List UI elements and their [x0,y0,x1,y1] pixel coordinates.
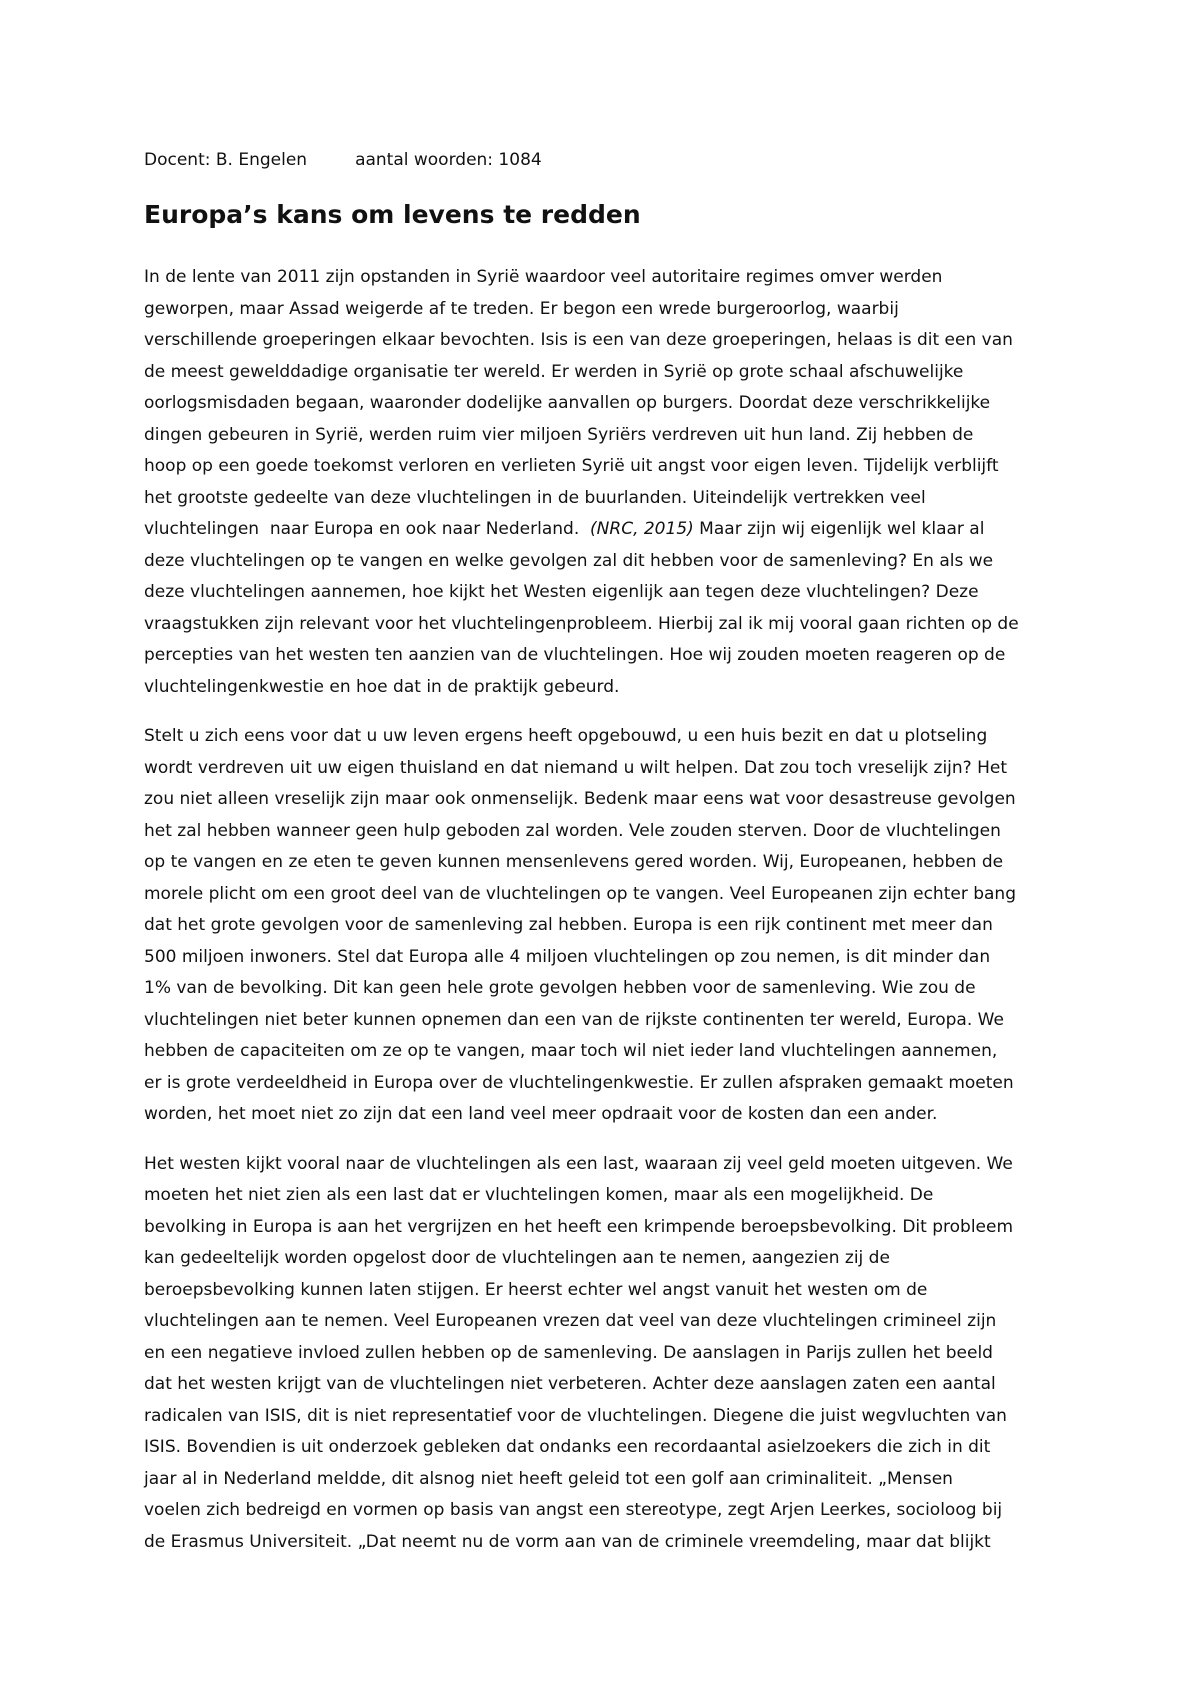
line-text-before-citation: vluchtelingen naar Europa en ook naar Nederland. [144,519,591,539]
text-line: jaar al in Nederland meldde, dit alsnog niet heeft geleid tot een golf aan criminaliteit. „Mensen [144,1468,953,1489]
text-line: deze vluchtelingen aannemen, hoe kijkt het Westen eigenlijk aan tegen deze vluchtelingen? Deze [144,582,979,602]
text-line: vraagstukken zijn relevant voor het vluchtelingenprobleem. Hierbij zal ik mij vooral gaan richten op de [144,613,1019,634]
text-line: Het westen kijkt vooral naar de vluchtelingen als een last, waaraan zij veel geld moeten uitgeven. We [144,1153,1013,1174]
text-line: oorlogsmisdaden begaan, waaronder dodelijke aanvallen op burgers. Doordat deze verschrikkelijke [144,393,991,413]
text-line: kan gedeeltelijk worden opgelost door de vluchtelingen aan te nemen, aangezien zij de [144,1248,890,1268]
text-line: geworpen, maar Assad weigerde af te treden. Er begon een wrede burgeroorlog, waarbij [144,298,899,319]
text-line: vluchtelingenkwestie en hoe dat in de praktijk gebeurd. [144,676,620,697]
word-count-label: aantal woorden: 1084 [355,150,542,170]
text-line: 500 miljoen inwoners. Stel dat Europa alle 4 miljoen vluchtelingen op zou nemen, is dit minder dan [144,946,991,967]
text-line: 1% van de bevolking. Dit kan geen hele grote gevolgen hebben voor de samenleving. Wie zou de [144,978,976,998]
text-line: deze vluchtelingen op te vangen en welke gevolgen zal dit hebben voor de samenleving? En als we [144,550,994,571]
text-line: hoop op een goede toekomst verloren en verlieten Syrië uit angst voor eigen leven. Tijdelijk verblijft [144,456,999,476]
text-line: dat het westen krijgt van de vluchtelingen niet verbeteren. Achter deze aanslagen zaten een aantal [144,1374,996,1394]
text-line: radicalen van ISIS, dit is niet representatief voor de vluchtelingen. Diegene die juist wegvluchten van [144,1405,1007,1426]
text-line: ISIS. Bovendien is uit onderzoek gebleken dat ondanks een recordaantal asielzoekers die zich in dit [144,1437,991,1457]
document-header [144,150,542,170]
text-line: hebben de capaciteiten om ze op te vangen, maar toch wil niet ieder land vluchtelingen aannemen, [144,1041,998,1061]
text-line: moeten het niet zien als een last dat er vluchtelingen komen, maar als een mogelijkheid. De [144,1185,934,1205]
document-title: Europa’s kans om levens te redden [144,200,641,229]
text-line: zou niet alleen vreselijk zijn maar ook onmenselijk. Bedenk maar eens wat voor desastreuse gevolgen [144,789,1016,809]
text-line: het zal hebben wanneer geen hulp geboden zal worden. Vele zouden sterven. Door de vluchtelingen [144,820,1001,841]
text-line: het grootste gedeelte van deze vluchtelingen in de buurlanden. Uiteindelijk vertrekken veel [144,487,926,508]
text-line: wordt verdreven uit uw eigen thuisland en dat niemand u wilt helpen. Dat zou toch vreselijk zijn? Het [144,757,1008,778]
text-line: In de lente van 2011 zijn opstanden in Syrië waardoor veel autoritaire regimes omver werden [144,267,943,287]
text-line: Stelt u zich eens voor dat u uw leven ergens heeft opgebouwd, u een huis bezit en dat u plotseling [144,726,988,746]
paragraph-1 [144,262,1064,703]
text-line: de Erasmus Universiteit. „Dat neemt nu de vorm aan van de criminele vreemdeling, maar dat blijkt [144,1531,991,1552]
citation: (NRC, 2015) [590,519,694,539]
line-text-after-citation: Maar zijn wij eigenlijk wel klaar al [693,519,985,539]
text-line: vluchtelingen aan te nemen. Veel Europeanen vrezen dat veel van deze vluchtelingen crimineel zijn [144,1311,997,1331]
text-line: en een negatieve invloed zullen hebben op de samenleving. De aanslagen in Parijs zullen het beeld [144,1342,993,1363]
text-line: verschillende groeperingen elkaar bevochten. Isis is een van deze groeperingen, helaas is dit een van [144,330,1013,350]
paragraph-2 [144,721,1064,1131]
text-line: bevolking in Europa is aan het vergrijzen en het heeft een krimpende beroepsbevolking. Dit probleem [144,1216,1014,1237]
document-body [144,262,1064,1576]
text-line: beroepsbevolking kunnen laten stijgen. Er heerst echter wel angst vanuit het westen om de [144,1279,928,1300]
teacher-label: Docent: B. Engelen [144,150,308,170]
text-line: dat het grote gevolgen voor de samenleving zal hebben. Europa is een rijk continent met meer dan [144,915,993,935]
text-line: de meest gewelddadige organisatie ter wereld. Er werden in Syrië op grote schaal afschuwelijke [144,361,964,382]
text-line: morele plicht om een groot deel van de vluchtelingen op te vangen. Veel Europeanen zijn echter bang [144,883,1016,904]
text-line: er is grote verdeeldheid in Europa over de vluchtelingenkwestie. Er zullen afspraken gemaakt moeten [144,1072,1014,1093]
text-line: percepties van het westen ten aanzien van de vluchtelingen. Hoe wij zouden moeten reageren op de [144,645,1006,665]
paragraph-3 [144,1149,1064,1559]
text-line: worden, het moet niet zo zijn dat een land veel meer opdraait voor de kosten dan een ander. [144,1104,938,1124]
text-line-with-citation [144,514,1064,546]
text-line: voelen zich bedreigd en vormen op basis van angst een stereotype, zegt Arjen Leerkes, socioloog bij [144,1500,1003,1520]
text-line: vluchtelingen niet beter kunnen opnemen dan een van de rijkste continenten ter wereld, Europa. We [144,1009,1004,1030]
text-line: dingen gebeuren in Syrië, werden ruim vier miljoen Syriërs verdreven uit hun land. Zij hebben de [144,424,974,445]
text-line: op te vangen en ze eten te geven kunnen mensenlevens gered worden. Wij, Europeanen, hebben de [144,852,1004,872]
